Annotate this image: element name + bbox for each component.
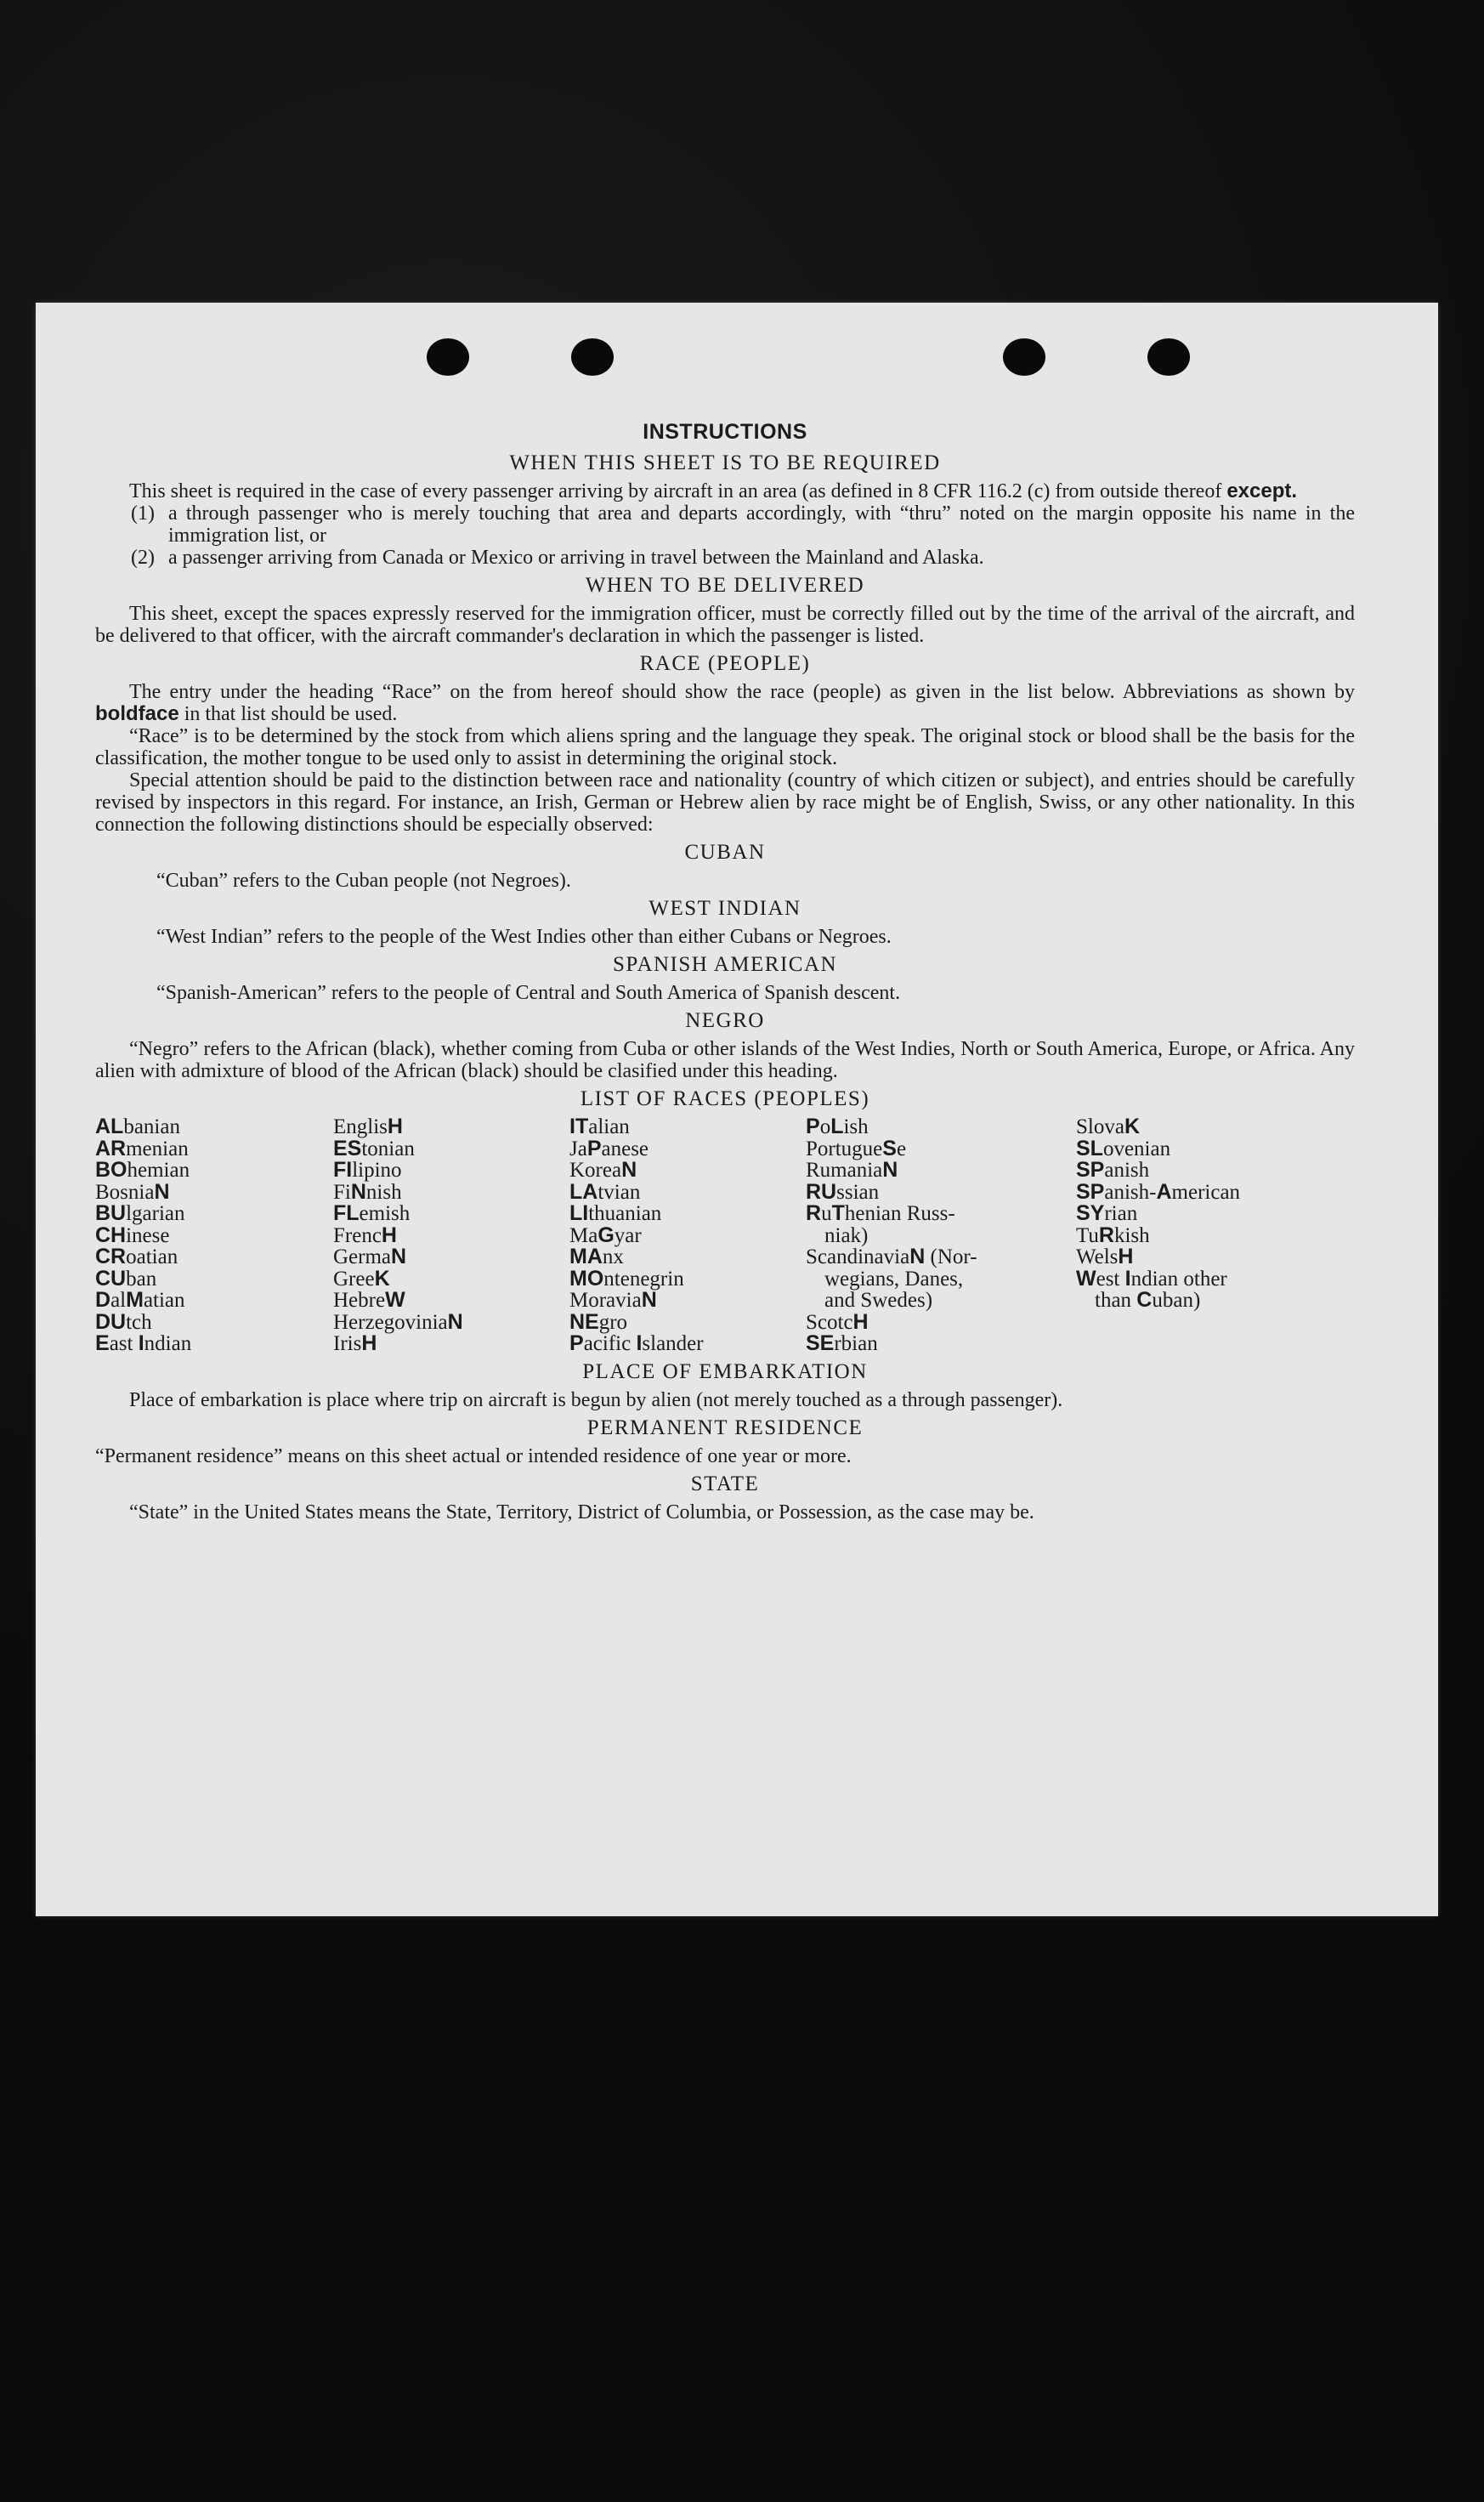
race-paragraph-2: “Race” is to be determined by the stock from which aliens spring and the language they speak. The original stock or blood shall be the basis for the classification, the mother tongue to be used only to assist in determining the original stock. <box>95 725 1355 769</box>
exception-number: (1) <box>131 502 155 525</box>
race-abbrev-letters: N <box>641 1288 657 1312</box>
race-entry <box>95 1116 333 1138</box>
race-abbrev-letters: K <box>1124 1115 1141 1138</box>
race-abbrev-letters: H <box>361 1331 377 1355</box>
race-text: u <box>821 1202 832 1225</box>
section-heading-spanish-american: SPANISH AMERICAN <box>612 953 838 976</box>
exception-item <box>95 502 1355 547</box>
race-abbrev-letters: N <box>391 1245 407 1268</box>
race-entry <box>95 1179 333 1204</box>
when-required-paragraph <box>95 480 1355 502</box>
race-text: niak) <box>824 1223 869 1247</box>
race-entry <box>95 1333 333 1355</box>
race-abbrev-letters: N <box>154 1179 170 1204</box>
race-entry <box>1076 1290 1331 1312</box>
race-entry <box>333 1179 569 1204</box>
when-required-emphasis: except. <box>1226 479 1298 502</box>
race-abbrev-letters: CR <box>95 1245 127 1268</box>
sheet-content <box>95 420 1355 1523</box>
race-text: yar <box>614 1223 642 1247</box>
race-entry <box>1076 1179 1331 1204</box>
race-abbrev-letters: LA <box>569 1179 598 1204</box>
races-list <box>95 1116 1355 1355</box>
race-entry <box>569 1246 806 1268</box>
when-delivered-paragraph: This sheet, except the spaces expressly reserved for the immigration officer, must be correctly filled out by the time of the arrival of the aircraft, and be delivered to that officer, with the aircraft commander's declaration in which the passenger is listed. <box>95 603 1355 647</box>
race-entry <box>333 1309 569 1334</box>
race-text: Wels <box>1076 1245 1119 1268</box>
race-text: nish <box>365 1180 402 1204</box>
race-abbrev-letters: H <box>387 1115 403 1138</box>
race-abbrev-letters: BO <box>95 1158 127 1182</box>
race-entry <box>806 1309 1076 1334</box>
race-abbrev-letters: G <box>598 1223 615 1247</box>
race-abbrev-letters: N <box>350 1179 366 1204</box>
race-entry <box>1076 1138 1331 1160</box>
punch-hole <box>571 338 614 376</box>
race-text: e <box>896 1137 907 1160</box>
race-text: anish- <box>1104 1180 1157 1204</box>
race-text: rian <box>1104 1202 1138 1225</box>
race-text: Tu <box>1076 1223 1099 1247</box>
race-entry <box>569 1116 806 1138</box>
race-paragraph-3: Special attention should be paid to the distinction between race and nationality (country of which citizen or subject), and entries should be carefully revised by inspectors in this regard. For instance, an Irish, German or Hebrew alien by race might be of English, Swiss, or any other nationality. In this connection the following distinctions should be especially observed: <box>95 769 1355 836</box>
race-entry <box>569 1309 806 1334</box>
race-entry <box>95 1225 333 1247</box>
race-abbrev-letters: CH <box>95 1223 127 1247</box>
race-text: acific <box>583 1332 637 1355</box>
race-entry <box>95 1203 333 1225</box>
race-text: (Nor- <box>925 1245 977 1268</box>
race-abbrev-letters: T <box>831 1201 845 1225</box>
race-entry <box>333 1290 569 1312</box>
race-abbrev-letters: W <box>1076 1266 1096 1291</box>
section-heading-when-required: WHEN THIS SHEET IS TO BE REQUIRED <box>509 451 941 474</box>
race-text: ovenian <box>1102 1137 1171 1160</box>
instruction-sheet <box>36 303 1438 1916</box>
race-text: atian <box>143 1289 185 1312</box>
race-abbrev-letters: ES <box>333 1136 362 1160</box>
race-abbrev-letters: I <box>138 1331 144 1355</box>
race-text: Scotc <box>806 1310 853 1334</box>
race-text: ssian <box>836 1180 880 1204</box>
race-abbrev-letters: CU <box>95 1266 127 1291</box>
exception-list <box>95 502 1355 569</box>
races-column <box>806 1116 1076 1355</box>
race-text: slander <box>642 1332 704 1355</box>
race-abbrev-letters: MA <box>569 1245 603 1268</box>
race-text: gro <box>598 1310 628 1334</box>
race-abbrev-letters: DU <box>95 1309 127 1334</box>
race-abbrev-letters: H <box>381 1223 397 1247</box>
exception-text: a passenger arriving from Canada or Mexico or arriving in travel between the Mainland and Alaska. <box>168 547 984 569</box>
race-p1-before: The entry under the heading “Race” on the from hereof should show the race (people) as given in the list below. Abbreviations as shown by <box>129 681 1355 703</box>
race-text: Germa <box>333 1245 392 1268</box>
race-text: Englis <box>333 1115 388 1138</box>
race-abbrev-letters: R <box>806 1201 822 1225</box>
race-text: Iris <box>333 1332 362 1355</box>
race-entry <box>806 1179 1076 1204</box>
section-heading-state: STATE <box>690 1472 760 1495</box>
race-text: Slova <box>1076 1115 1124 1138</box>
race-text: banian <box>123 1115 180 1138</box>
race-entry <box>333 1246 569 1268</box>
race-text: tch <box>126 1310 152 1334</box>
race-entry <box>333 1268 569 1291</box>
race-entry <box>806 1138 1076 1160</box>
race-text: o <box>819 1115 831 1138</box>
race-text: than <box>1095 1289 1137 1312</box>
race-text: ntenegrin <box>603 1267 684 1291</box>
race-text: Frenc <box>333 1223 382 1247</box>
race-entry <box>95 1138 333 1160</box>
race-abbrev-letters: SP <box>1076 1158 1105 1182</box>
race-text: Bosnia <box>95 1180 155 1204</box>
race-abbrev-letters: A <box>1156 1179 1172 1204</box>
when-required-text: This sheet is required in the case of every passenger arriving by aircraft in an area (as defined in 8 CFR 116.2 (c) from outside thereof <box>129 480 1222 502</box>
race-entry <box>806 1333 1076 1355</box>
race-text: menian <box>126 1137 189 1160</box>
race-abbrev-letters: E <box>95 1331 110 1355</box>
race-abbrev-letters: K <box>374 1266 390 1291</box>
race-entry <box>333 1203 569 1225</box>
race-entry <box>333 1160 569 1182</box>
state-definition: “State” in the United States means the State, Territory, District of Columbia, or Possession, as the case may be. <box>129 1501 1034 1523</box>
punch-hole <box>1003 338 1045 376</box>
west-indian-definition: “West Indian” refers to the people of the West Indies other than either Cubans or Negroes. <box>156 926 892 948</box>
race-text: ndian other <box>1130 1267 1227 1291</box>
section-heading-when-delivered: WHEN TO BE DELIVERED <box>585 574 865 597</box>
race-abbrev-letters: FI <box>333 1158 353 1182</box>
section-heading-race: RACE (PEOPLE) <box>639 652 811 675</box>
race-entry <box>1076 1160 1331 1182</box>
cuban-definition: “Cuban” refers to the Cuban people (not Negroes). <box>156 870 571 892</box>
race-text: Gree <box>333 1267 375 1291</box>
race-abbrev-letters: RU <box>806 1179 837 1204</box>
race-abbrev-letters: D <box>95 1288 111 1312</box>
race-text: ish <box>843 1115 869 1138</box>
race-text: al <box>110 1289 127 1312</box>
race-text: Rumania <box>806 1159 883 1182</box>
section-heading-cuban: CUBAN <box>684 841 766 864</box>
race-entry <box>95 1290 333 1312</box>
race-entry <box>806 1290 1076 1312</box>
race-entry <box>806 1246 1076 1268</box>
race-entry <box>569 1179 806 1204</box>
race-entry <box>569 1268 806 1291</box>
race-abbrev-letters: I <box>636 1331 643 1355</box>
race-abbrev-letters: H <box>1118 1245 1134 1268</box>
race-entry <box>806 1160 1076 1182</box>
race-p1-after: in that list should be used. <box>184 703 398 725</box>
race-text: est <box>1096 1267 1125 1291</box>
race-abbrev-letters: W <box>385 1288 405 1312</box>
race-abbrev-letters: SP <box>1076 1179 1105 1204</box>
race-abbrev-letters: P <box>806 1115 820 1138</box>
race-abbrev-letters: SY <box>1076 1201 1105 1225</box>
race-abbrev-letters: M <box>126 1288 144 1312</box>
race-entry <box>95 1268 333 1291</box>
race-text: and Swedes) <box>824 1289 933 1312</box>
race-text: merican <box>1171 1180 1241 1204</box>
races-column <box>569 1116 806 1355</box>
race-abbrev-letters: S <box>882 1136 897 1160</box>
race-entry <box>333 1225 569 1247</box>
punch-hole <box>1147 338 1190 376</box>
embarkation-definition: Place of embarkation is place where trip on aircraft is begun by alien (not merely touched as a through passenger). <box>129 1388 1063 1411</box>
race-abbrev-letters: MO <box>569 1266 604 1291</box>
punch-hole <box>427 338 469 376</box>
race-text: wegians, Danes, <box>824 1267 964 1291</box>
negro-definition: “Negro” refers to the African (black), whether coming from Cuba or other islands of the West Indies, North or South America, Europe, or Africa. Any alien with admixture of blood of the African (black) should be clasified under this heading. <box>95 1038 1355 1082</box>
race-text: nx <box>602 1245 624 1268</box>
race-entry <box>333 1333 569 1355</box>
race-abbrev-letters: H <box>852 1309 869 1334</box>
race-entry <box>333 1116 569 1138</box>
race-p1-boldface: boldface <box>95 702 179 725</box>
race-entry <box>333 1138 569 1160</box>
races-column <box>333 1116 569 1355</box>
race-entry <box>1076 1116 1331 1138</box>
race-text: Scandinavia <box>806 1245 910 1268</box>
race-entry <box>569 1203 806 1225</box>
race-entry <box>1076 1268 1331 1291</box>
race-abbrev-letters: IT <box>569 1115 589 1138</box>
race-entry <box>569 1160 806 1182</box>
race-abbrev-letters: AL <box>95 1115 124 1138</box>
race-text: uban) <box>1152 1289 1201 1312</box>
race-entry <box>95 1160 333 1182</box>
race-entry <box>1076 1246 1331 1268</box>
race-text: Korea <box>569 1159 622 1182</box>
section-heading-list-of-races: LIST OF RACES (PEOPLES) <box>580 1087 870 1110</box>
race-entry <box>569 1138 806 1160</box>
race-text: Ma <box>569 1223 598 1247</box>
exception-item <box>95 547 1355 569</box>
race-text: emish <box>359 1202 411 1225</box>
race-abbrev-letters: C <box>1136 1288 1153 1312</box>
section-heading-west-indian: WEST INDIAN <box>649 897 801 920</box>
section-heading-permanent-residence: PERMANENT RESIDENCE <box>586 1416 864 1439</box>
race-text: inese <box>126 1223 170 1247</box>
race-text: thuanian <box>588 1202 662 1225</box>
race-abbrev-letters: N <box>621 1158 637 1182</box>
race-text: henian Russ- <box>844 1202 955 1225</box>
race-text: oatian <box>126 1245 178 1268</box>
race-text: kish <box>1113 1223 1150 1247</box>
exception-number: (2) <box>131 547 155 569</box>
race-abbrev-letters: N <box>882 1158 898 1182</box>
race-entry <box>806 1203 1076 1225</box>
section-heading-embarkation: PLACE OF EMBARKATION <box>582 1359 868 1383</box>
race-abbrev-letters: P <box>569 1331 584 1355</box>
race-entry <box>569 1333 806 1355</box>
race-text: anese <box>601 1137 649 1160</box>
race-abbrev-letters: N <box>447 1309 463 1334</box>
race-text: ast <box>109 1332 139 1355</box>
race-text: hemian <box>127 1159 190 1182</box>
race-text: tonian <box>361 1137 415 1160</box>
race-abbrev-letters: FL <box>333 1201 360 1225</box>
race-entry <box>806 1268 1076 1291</box>
races-column <box>95 1116 333 1355</box>
race-abbrev-letters: P <box>586 1136 602 1160</box>
race-entry <box>569 1225 806 1247</box>
race-text: ban <box>126 1267 157 1291</box>
race-abbrev-letters: R <box>1098 1223 1114 1247</box>
race-abbrev-letters: AR <box>95 1136 127 1160</box>
permanent-residence-definition: “Permanent residence” means on this sheet actual or intended residence of one year or more. <box>95 1444 852 1467</box>
race-text: Herzegovinia <box>333 1310 448 1334</box>
race-text: anish <box>1104 1159 1150 1182</box>
races-column <box>1076 1116 1331 1355</box>
race-paragraph-1 <box>95 681 1355 725</box>
document-title: INSTRUCTIONS <box>643 420 807 444</box>
race-entry <box>806 1225 1076 1247</box>
race-abbrev-letters: SE <box>806 1331 835 1355</box>
race-text: Fi <box>333 1180 351 1204</box>
race-abbrev-letters: BU <box>95 1201 127 1225</box>
race-abbrev-letters: NE <box>569 1309 599 1334</box>
race-entry <box>806 1116 1076 1138</box>
race-entry <box>95 1246 333 1268</box>
race-text: alian <box>588 1115 630 1138</box>
race-text: lgarian <box>126 1202 185 1225</box>
race-entry <box>1076 1203 1331 1225</box>
race-text: Hebre <box>333 1289 386 1312</box>
spanish-american-definition: “Spanish-American” refers to the people of Central and South America of Spanish descent. <box>156 982 901 1004</box>
race-entry <box>1076 1225 1331 1247</box>
race-text: rbian <box>834 1332 878 1355</box>
race-abbrev-letters: L <box>830 1115 844 1138</box>
race-text: Moravia <box>569 1289 642 1312</box>
race-text: lipino <box>352 1159 402 1182</box>
race-entry <box>95 1309 333 1334</box>
race-abbrev-letters: I <box>1124 1266 1131 1291</box>
race-text: tvian <box>598 1180 641 1204</box>
exception-text: a through passenger who is merely touching that area and departs accordingly, with “thru” noted on the margin opposite his name in the immigration list, or <box>168 502 1355 547</box>
race-abbrev-letters: LI <box>569 1201 589 1225</box>
section-heading-negro: NEGRO <box>685 1009 765 1032</box>
race-text: Ja <box>569 1137 587 1160</box>
race-text: Portugue <box>806 1137 883 1160</box>
race-entry <box>569 1290 806 1312</box>
race-abbrev-letters: SL <box>1076 1136 1103 1160</box>
race-abbrev-letters: N <box>909 1245 926 1268</box>
race-text: ndian <box>144 1332 192 1355</box>
